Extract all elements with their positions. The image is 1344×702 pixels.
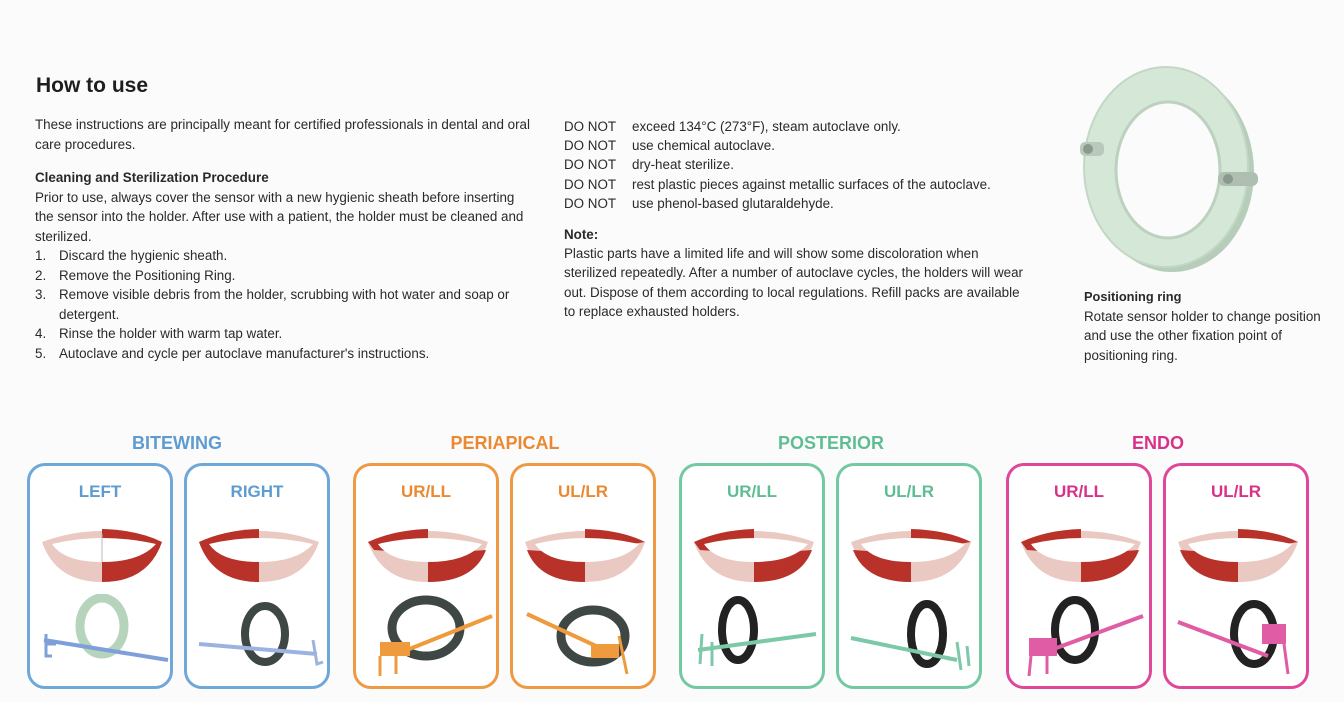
note-title: Note: xyxy=(564,227,599,243)
card-label: UR/LL xyxy=(1053,482,1105,501)
cleaning-steps xyxy=(35,246,535,363)
holder-image xyxy=(688,594,822,684)
card-periapical-ul-lr xyxy=(510,463,656,689)
card-posterior-ur-ll xyxy=(679,463,825,689)
smile-image xyxy=(38,524,166,586)
smile-image xyxy=(364,524,492,586)
holder-image xyxy=(1172,594,1306,684)
list-item: 2. Remove the Positioning Ring. xyxy=(35,267,236,283)
card-label: UL/LR xyxy=(1210,482,1262,501)
cleaning-title: Cleaning and Sterilization Procedure xyxy=(35,170,269,185)
cleaning-body: Prior to use, always cover the sensor with a new hygienic sheath before inserting the sensor into the holder. After use with a patient, the holder must be cleaned and sterilized. xyxy=(35,189,524,244)
smile-image xyxy=(1017,524,1145,586)
list-item: 5. Autoclave and cycle per autoclave manufacturer's instructions. xyxy=(35,345,430,361)
card-bitewing-right xyxy=(184,463,330,689)
smile-image xyxy=(847,524,975,586)
positioning-ring-text: Rotate sensor holder to change position and use the other fixation point of positioning ring. xyxy=(1084,308,1321,363)
holder-image xyxy=(362,594,496,684)
card-endo-ul-lr xyxy=(1163,463,1309,689)
intro-text: These instructions are principally meant for certified professionals in dental and oral care procedures. xyxy=(35,117,530,152)
group-title-endo: ENDO xyxy=(1131,433,1184,453)
holder-image xyxy=(193,594,327,684)
holder-image xyxy=(1015,594,1149,684)
holder-image xyxy=(519,594,653,684)
card-label: UR/LL xyxy=(400,482,452,501)
page-title: How to use xyxy=(36,74,149,97)
list-item: 4. Rinse the holder with warm tap water. xyxy=(35,326,283,341)
smile-image xyxy=(195,524,323,586)
positioning-ring-caption xyxy=(1084,287,1334,365)
list-item: 3. Remove visible debris from the holder, scrubbing with hot water and soap or detergent. xyxy=(35,287,510,322)
smile-image xyxy=(521,524,649,586)
warning-row: DO NOT use chemical autoclave. xyxy=(564,138,775,154)
warnings-column xyxy=(564,117,1034,321)
card-bitewing-left xyxy=(27,463,173,689)
warning-row: DO NOT exceed 134°C (273°F), steam autoclave only. xyxy=(564,119,901,134)
warning-row: DO NOT rest plastic pieces against metallic surfaces of the autoclave. xyxy=(564,176,991,192)
holder-image xyxy=(36,594,170,684)
instructions-column xyxy=(35,115,535,363)
card-endo-ur-ll xyxy=(1006,463,1152,689)
list-item: 1. Discard the hygienic sheath. xyxy=(35,248,228,263)
card-label: LEFT xyxy=(78,482,122,501)
warning-row: DO NOT use phenol-based glutaraldehyde. xyxy=(564,195,834,211)
positioning-ring-image xyxy=(1068,60,1278,275)
smile-image xyxy=(690,524,818,586)
card-label: UL/LR xyxy=(883,482,935,501)
warning-row: DO NOT dry-heat sterilize. xyxy=(564,157,734,173)
group-title-periapical: PERIAPICAL xyxy=(450,433,560,453)
card-label: RIGHT xyxy=(230,482,284,501)
card-periapical-ur-ll xyxy=(353,463,499,689)
holder-image xyxy=(845,594,979,684)
card-posterior-ul-lr xyxy=(836,463,982,689)
card-label: UR/LL xyxy=(726,482,778,501)
positioning-ring-title: Positioning ring xyxy=(1084,289,1182,304)
smile-image xyxy=(1174,524,1302,586)
card-label: UL/LR xyxy=(557,482,609,501)
group-title-bitewing: BITEWING xyxy=(132,433,222,453)
group-title-posterior: POSTERIOR xyxy=(777,433,884,453)
note-text: Plastic parts have a limited life and will show some discoloration when sterilized repeatedly. After a number of autoclave cycles, the holders will wear out. Dispose of them according to local regulations. Refill packs are available to replace exhausted holders. xyxy=(564,246,1023,319)
